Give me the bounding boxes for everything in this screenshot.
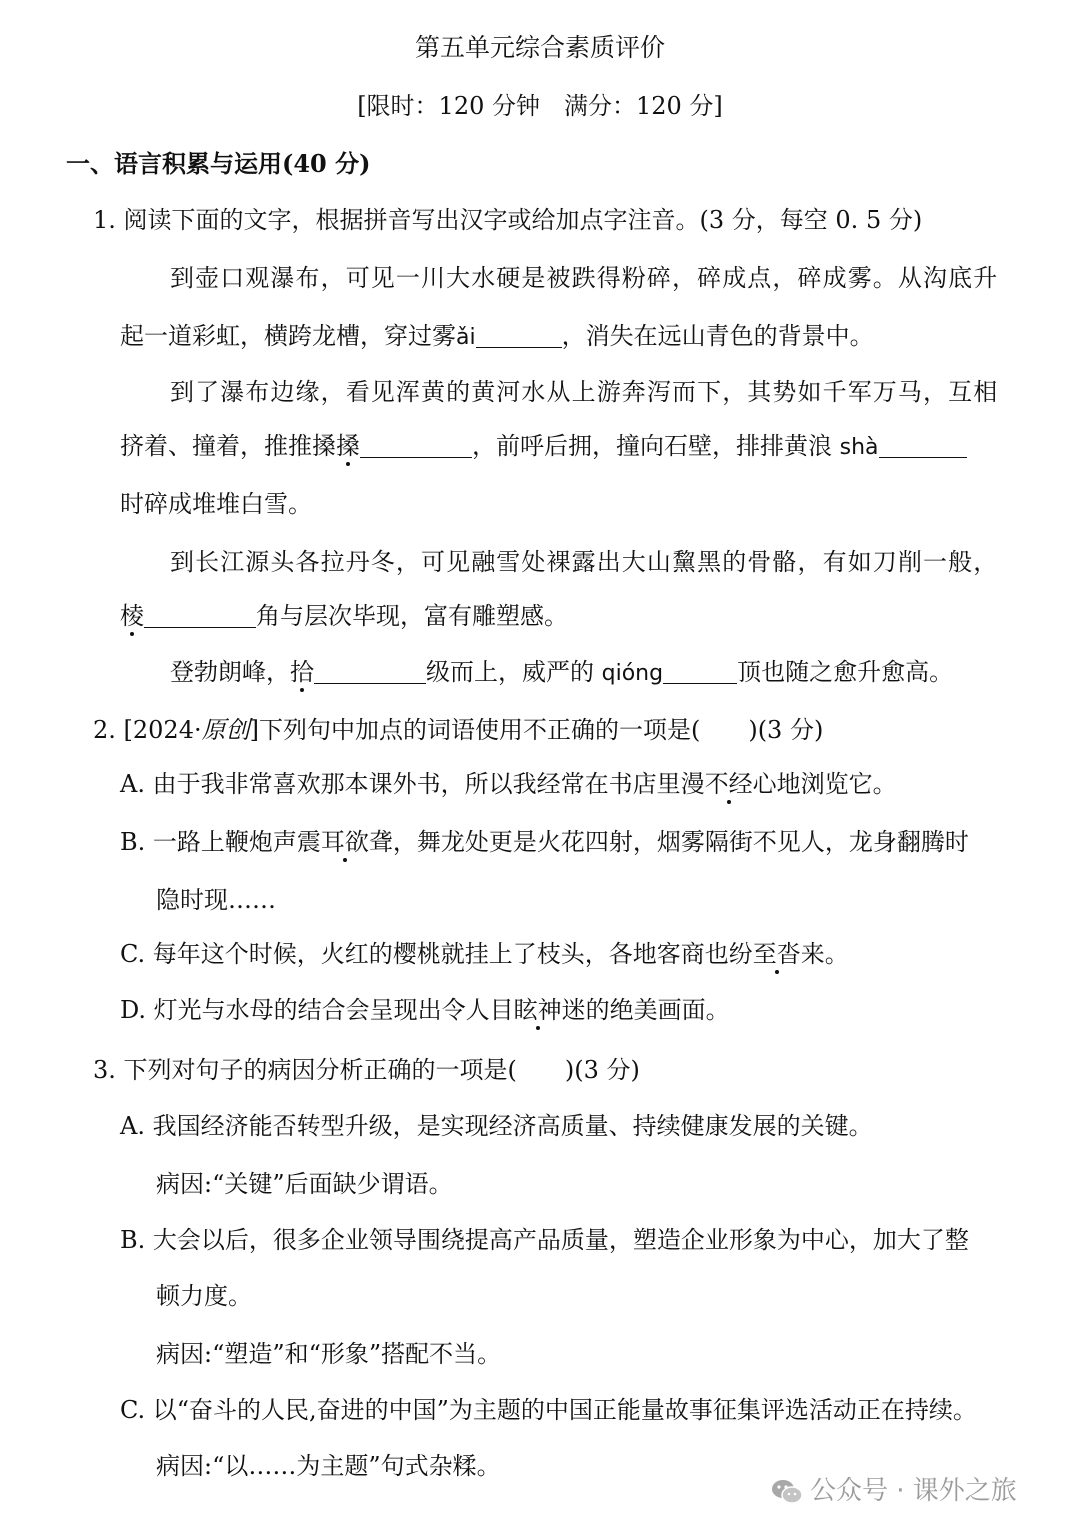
text: 起一道彩虹，横跨龙槽，穿过雾 <box>120 322 456 350</box>
dotted-word: 目眩神迷 <box>489 996 586 1024</box>
q2-option-c[interactable] <box>120 938 849 970</box>
blank-1[interactable] <box>476 323 562 348</box>
q3-stem: 3. 下列对句子的病因分析正确的一项是( )(3 分) <box>93 1056 640 1084</box>
page-subtitle: [限时：120 分钟 满分：120 分] <box>357 92 723 120</box>
q2-stem <box>93 714 823 746</box>
dotted-word: 漫不经心 <box>680 770 777 798</box>
q3-option-b[interactable]: B. 大会以后，很多企业领导围绕提高产品质量，塑造企业形象为中心，加大了整 <box>120 1226 969 1254</box>
text: 地浏览它。 <box>776 770 897 798</box>
q2-option-b[interactable] <box>120 826 969 858</box>
dotted-char: 棱 <box>120 602 144 630</box>
text: 挤着、撞着，推推搡 <box>120 432 336 460</box>
text: 顶也随之愈升愈高。 <box>737 658 954 686</box>
wechat-icon <box>770 1477 804 1507</box>
dotted-char: 搡 <box>336 432 360 460</box>
q3-option-b-cont: 顿力度。 <box>156 1282 252 1310</box>
blank-5[interactable] <box>314 659 426 684</box>
q1-para1-line2 <box>120 320 874 354</box>
q1-para2-line3: 时碎成堆堆白雪。 <box>120 490 312 518</box>
watermark <box>770 1468 1017 1514</box>
q1-stem: 1. 阅读下面的文字，根据拼音写出汉字或给加点字注音。(3 分，每空 0. 5 分) <box>93 206 923 234</box>
blank-6[interactable] <box>663 659 737 684</box>
text: ，前呼后拥，撞向石壁，排排黄浪 <box>472 432 840 460</box>
pinyin-sha: shà <box>839 435 879 460</box>
q1-para3-line1: 到长江源头各拉丹冬，可见融雪处裸露出大山黧黑的骨骼，有如刀削一般， <box>170 548 999 576</box>
q2-option-d[interactable] <box>120 994 730 1026</box>
text: 登勃朗峰， <box>170 658 290 686</box>
q3-option-a[interactable]: A. 我国经济能否转型升级，是实现经济高质量、持续健康发展的关键。 <box>120 1112 873 1140</box>
q1-para4 <box>170 656 953 690</box>
blank-2[interactable] <box>360 433 472 458</box>
pinyin-qiong: qióng <box>601 661 664 686</box>
q2-option-a[interactable] <box>120 768 897 800</box>
blank-3[interactable] <box>879 433 967 458</box>
source-tag: 原创 <box>201 716 250 744</box>
dotted-char: 拾 <box>290 658 314 686</box>
text: 2. [2024· <box>93 716 202 744</box>
q3-option-a-reason: 病因:“关键”后面缺少谓语。 <box>156 1170 453 1198</box>
q1-para1-line1: 到壶口观瀑布，可见一川大水硬是被跌得粉碎，碎成点，碎成雾。从沟底升 <box>170 264 999 292</box>
q1-para3-line2 <box>120 600 568 632</box>
text: C. 每年这个时候，火红的樱桃就挂上了枝头，各地客商也 <box>120 940 729 968</box>
dotted-word: 纷至沓来 <box>728 940 825 968</box>
text: 级而上，威严的 <box>426 658 602 686</box>
text: 。 <box>824 940 849 968</box>
q1-para2-line1: 到了瀑布边缘，看见浑黄的黄河水从上游奔泻而下，其势如千军万马，互相 <box>170 378 999 406</box>
q3-option-c[interactable]: C. 以“奋斗的人民,奋进的中国”为主题的中国正能量故事征集评选活动正在持续。 <box>120 1396 977 1424</box>
watermark-text: 公众号 · 课外之旅 <box>810 1476 1017 1506</box>
q3-option-c-reason: 病因:“以……为主题”句式杂糅。 <box>156 1452 501 1480</box>
blank-4[interactable] <box>144 603 256 628</box>
text: ]下列句中加点的词语使用不正确的一项是( )(3 分) <box>249 716 824 744</box>
text: ，消失在远山青色的背景中。 <box>561 322 874 350</box>
dotted-word: 震耳欲聋 <box>296 828 393 856</box>
q2-option-b-cont: 隐时现…… <box>156 886 276 914</box>
text: ，舞龙处更是火花四射，烟雾隔街不见人，龙身翻腾时 <box>392 828 969 856</box>
text: A. 由于我非常喜欢那本课外书，所以我经常在书店里 <box>120 770 681 798</box>
text: 的绝美画面。 <box>585 996 730 1024</box>
text: B. 一路上鞭炮声 <box>120 828 297 856</box>
pinyin-ai: ǎi <box>456 325 476 350</box>
q1-para2-line2 <box>120 430 967 464</box>
q3-option-b-reason: 病因:“塑造”和“形象”搭配不当。 <box>156 1340 502 1368</box>
text: 角与层次毕现，富有雕塑感。 <box>256 602 568 630</box>
section-heading: 一、语言积累与运用(40 分) <box>66 149 371 178</box>
text: D. 灯光与水母的结合会呈现出令人 <box>120 996 490 1024</box>
page-title: 第五单元综合素质评价 <box>414 33 665 62</box>
